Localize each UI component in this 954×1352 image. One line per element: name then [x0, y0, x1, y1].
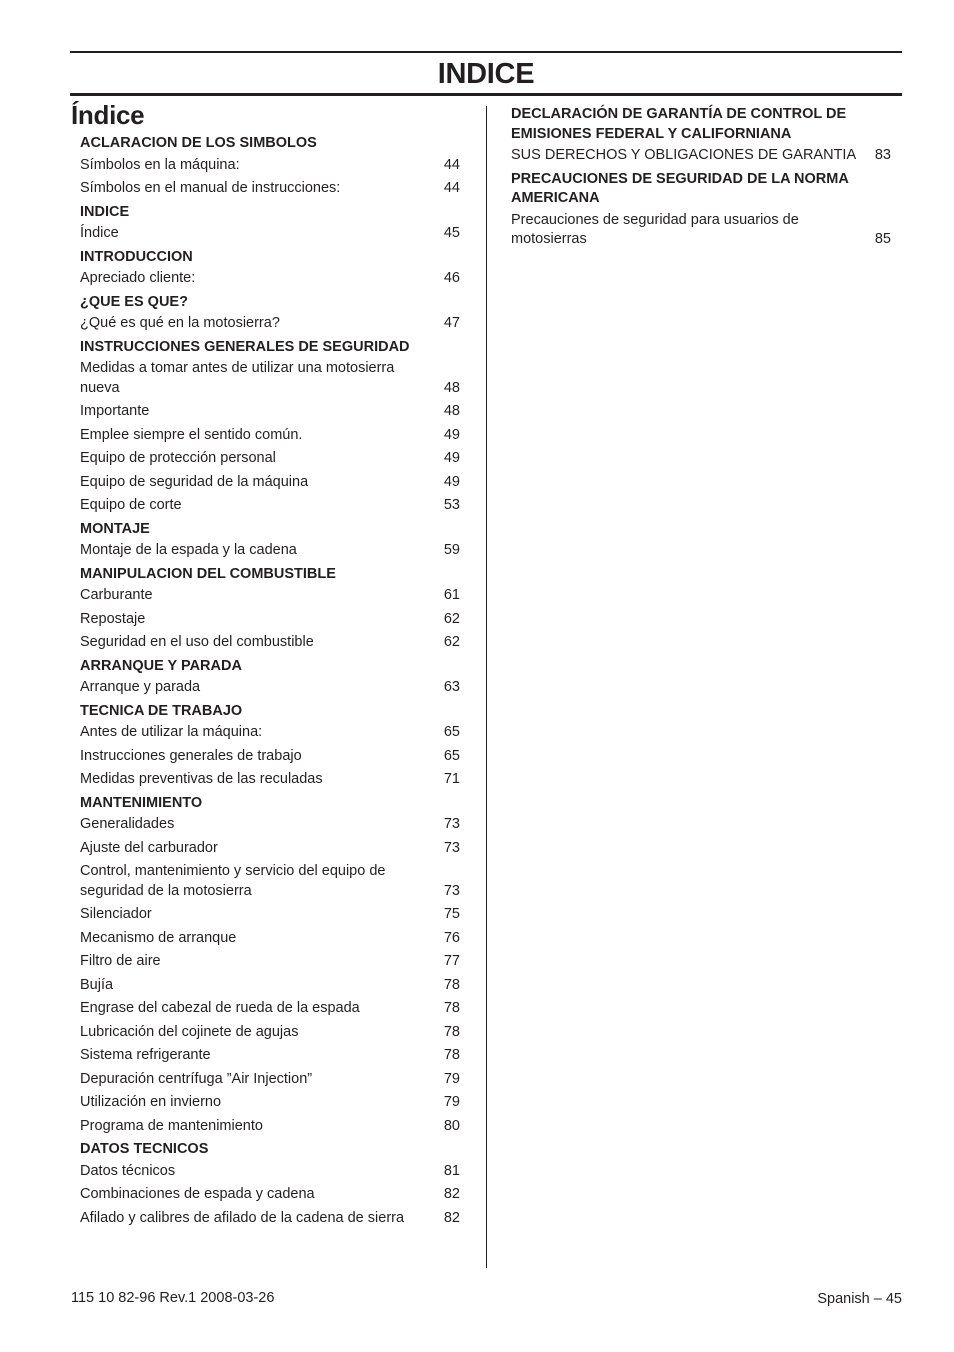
toc-entry-label: Mecanismo de arranque: [80, 929, 237, 946]
toc-section-heading: INDICE: [80, 203, 130, 220]
toc-entry-page: 48: [443, 403, 460, 419]
column-divider: [486, 106, 487, 1268]
toc-entry-page: 53: [443, 497, 460, 513]
toc-entry: [80, 449, 460, 473]
toc-entry: [80, 723, 460, 747]
toc-entry: [80, 815, 460, 839]
toc-entry: [80, 929, 460, 953]
toc-entry-page: 65: [443, 724, 460, 740]
toc-entry-label: Carburante: [80, 587, 153, 603]
toc-entry-label: Datos técnicos: [80, 1162, 176, 1179]
toc-entry-page: 83: [874, 147, 891, 163]
toc-entry: [80, 179, 460, 203]
toc-entry: [80, 314, 460, 338]
toc-entry: [80, 426, 460, 450]
toc-entry-label: Generalidades: [80, 816, 175, 832]
toc-entry-page: 76: [443, 929, 460, 946]
toc-entry: [80, 862, 460, 905]
toc-entry-label: Repostaje: [80, 610, 146, 627]
toc-entry-page: 78: [443, 976, 460, 993]
toc-entry: [80, 633, 460, 657]
toc-entry: [80, 402, 460, 426]
toc-entry: [80, 905, 460, 929]
toc-right-column: [511, 105, 891, 254]
toc-entry-label: Ajuste del carburador: [80, 839, 218, 856]
toc-entry-page: 73: [443, 882, 460, 899]
toc-entry-label: Silenciador: [80, 906, 152, 922]
toc-entry-page: 73: [443, 839, 460, 856]
toc-entry-label: Medidas preventivas de las reculadas: [80, 771, 323, 787]
toc-entry: [80, 586, 460, 610]
toc-entry: [80, 224, 460, 248]
toc-entry-label: Sistema refrigerante: [80, 1047, 211, 1063]
toc-entry-page: 45: [443, 225, 460, 241]
footer-page-label: Spanish – 45: [817, 1291, 902, 1307]
toc-entry-label: Arranque y parada: [80, 679, 201, 695]
toc-entry-label: Apreciado cliente:: [80, 270, 196, 286]
toc-entry-page: 62: [443, 610, 460, 627]
top-rule: [70, 51, 902, 53]
toc-entry-label: Símbolos en el manual de instrucciones:: [80, 180, 341, 196]
toc-entry-page: 79: [443, 1094, 460, 1110]
toc-entry-label: Emplee siempre el sentido común.: [80, 426, 303, 443]
toc-section-heading: INSTRUCCIONES GENERALES DE SEGURIDAD: [80, 338, 410, 355]
toc-entry-page: 82: [443, 1186, 460, 1202]
toc-entry: [80, 839, 460, 863]
toc-entry-label: Equipo de corte: [80, 497, 182, 513]
toc-entry: [80, 156, 460, 180]
toc-entry: [80, 1209, 460, 1233]
toc-entry-label: Montaje de la espada y la cadena: [80, 542, 297, 558]
toc-section-heading: ACLARACION DE LOS SIMBOLOS: [80, 135, 317, 151]
toc-section-heading: MANTENIMIENTO: [80, 794, 203, 811]
page-header-title: INDICE: [437, 58, 535, 90]
toc-entry-label: Equipo de seguridad de la máquina: [80, 473, 309, 490]
toc-entry-page: 59: [443, 542, 460, 558]
toc-entry-label: Instrucciones generales de trabajo: [80, 747, 302, 764]
toc-entry: [80, 610, 460, 634]
toc-entry-label: Depuración centrífuga ”Air Injection”: [80, 1070, 313, 1087]
toc-section-heading: TECNICA DE TRABAJO: [80, 702, 243, 719]
toc-entry: [80, 359, 460, 402]
toc-entry-page: 78: [443, 1023, 460, 1040]
toc-entry-label: Utilización en invierno: [80, 1094, 222, 1110]
toc-entry-page: 48: [443, 379, 460, 396]
toc-entry-label: Programa de mantenimiento: [80, 1117, 263, 1134]
toc-entry-label: Filtro de aire: [80, 953, 161, 969]
toc-entry-label: SUS DERECHOS Y OBLIGACIONES DE GARANTIA: [511, 147, 857, 163]
toc-entry-label: Equipo de protección personal: [80, 450, 276, 466]
toc-entry: [80, 1070, 460, 1094]
toc-entry-page: 61: [443, 587, 460, 603]
toc-entry-page: 65: [443, 747, 460, 764]
toc-section-heading: PRECAUCIONES DE SEGURIDAD DE LA NORMA AMERICANA: [511, 170, 849, 206]
toc-section-heading: ¿QUE ES QUE?: [80, 293, 188, 310]
toc-entry-page: 85: [874, 231, 891, 247]
toc-entry-label: Importante: [80, 403, 150, 419]
toc-entry-page: 77: [443, 953, 460, 969]
toc-entry: [80, 1093, 460, 1117]
toc-entry-label: Bujía: [80, 976, 114, 993]
toc-entry-label: Engrase del cabezal de rueda de la espada: [80, 1000, 360, 1016]
toc-entry-page: 47: [443, 315, 460, 331]
toc-section-heading: DATOS TECNICOS: [80, 1141, 209, 1157]
toc-entry: [80, 1185, 460, 1209]
toc-entry: [80, 1162, 460, 1186]
toc-entry: [80, 999, 460, 1023]
section-title: Índice: [71, 100, 145, 130]
toc-entry: [80, 1046, 460, 1070]
toc-section-heading: MONTAJE: [80, 520, 150, 537]
toc-entry-label: Medidas a tomar antes de utilizar una motosierra nueva: [80, 360, 395, 396]
toc-entry-page: 49: [443, 473, 460, 490]
toc-entry: [80, 1117, 460, 1141]
toc-entry-label: Índice: [80, 225, 119, 241]
toc-entry-label: Afilado y calibres de afilado de la cadena de sierra: [80, 1209, 405, 1226]
toc-entry-page: 44: [443, 156, 460, 173]
toc-section-heading: DECLARACIÓN DE GARANTÍA DE CONTROL DE EMISIONES FEDERAL Y CALIFORNIANA: [511, 106, 847, 142]
toc-entry-page: 79: [443, 1070, 460, 1087]
toc-entry: [80, 269, 460, 293]
toc-section-heading: MANIPULACION DEL COMBUSTIBLE: [80, 565, 336, 582]
toc-entry: [80, 747, 460, 771]
toc-entry: [80, 496, 460, 520]
toc-entry-page: 80: [443, 1117, 460, 1134]
toc-entry: [80, 1023, 460, 1047]
toc-entry-label: Seguridad en el uso del combustible: [80, 634, 314, 650]
toc-entry: [80, 976, 460, 1000]
toc-entry-label: Antes de utilizar la máquina:: [80, 724, 263, 740]
toc-entry: [80, 473, 460, 497]
toc-entry-label: Control, mantenimiento y servicio del equipo de seguridad de la motosierra: [80, 863, 386, 899]
toc-entry-page: 49: [443, 450, 460, 466]
toc-entry-page: 44: [443, 180, 460, 196]
toc-entry-label: Combinaciones de espada y cadena: [80, 1186, 315, 1202]
toc-section-heading: ARRANQUE Y PARADA: [80, 657, 242, 674]
toc-entry-page: 71: [443, 771, 460, 787]
toc-entry: [80, 678, 460, 702]
toc-entry-label: Lubricación del cojinete de agujas: [80, 1023, 299, 1040]
footer-doc-number: 115 10 82-96 Rev.1 2008-03-26: [71, 1290, 275, 1306]
toc-entry: [80, 952, 460, 976]
toc-entry-page: 73: [443, 816, 460, 832]
toc-entry: [80, 541, 460, 565]
toc-entry-page: 82: [443, 1209, 460, 1226]
toc-entry-page: 75: [443, 906, 460, 922]
toc-entry-page: 78: [443, 1047, 460, 1063]
toc-section-heading: INTRODUCCION: [80, 248, 193, 265]
toc-entry-page: 46: [443, 270, 460, 286]
toc-entry: [511, 211, 891, 254]
toc-entry-page: 62: [443, 634, 460, 650]
toc-entry-label: ¿Qué es qué en la motosierra?: [80, 315, 280, 331]
toc-entry-page: 63: [443, 679, 460, 695]
toc-entry-page: 78: [443, 1000, 460, 1016]
toc-entry: [511, 146, 891, 170]
toc-entry: [80, 770, 460, 794]
toc-entry-page: 81: [443, 1162, 460, 1179]
toc-entry-page: 49: [443, 426, 460, 443]
header-rule: [70, 93, 902, 96]
toc-left-column: [80, 134, 460, 1232]
toc-entry-label: Símbolos en la máquina:: [80, 156, 240, 173]
toc-entry-label: Precauciones de seguridad para usuarios de motosierras: [511, 211, 799, 247]
